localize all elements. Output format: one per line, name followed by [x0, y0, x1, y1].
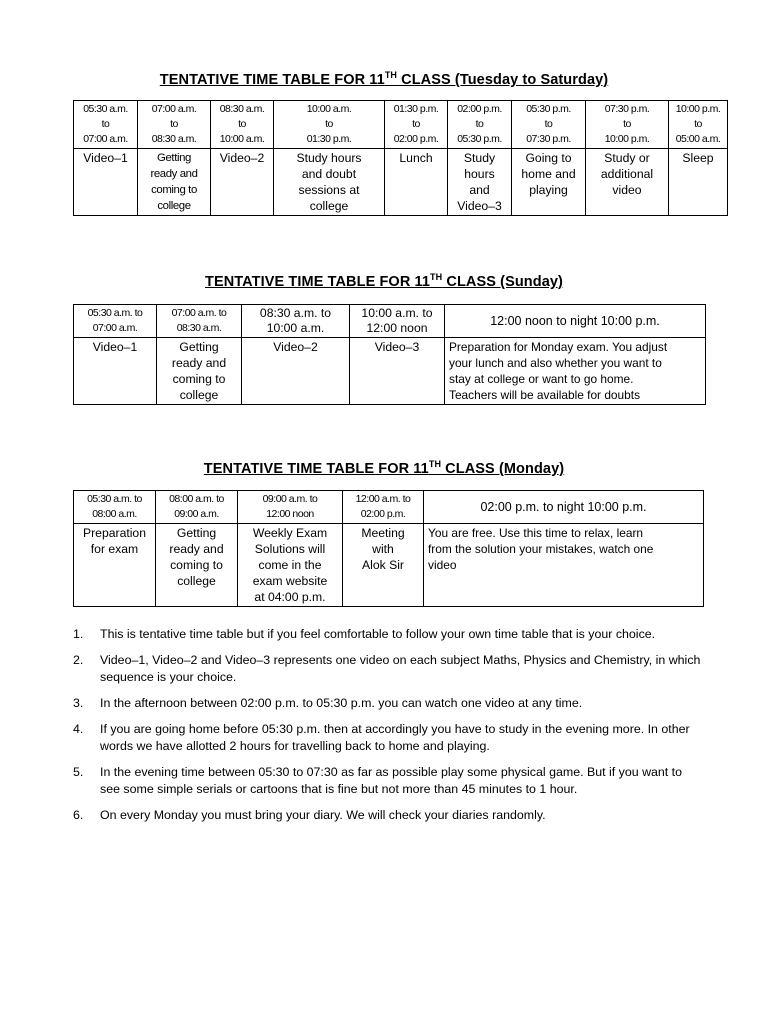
time-slot-cell: 12:00 noon to night 10:00 p.m.	[445, 305, 706, 338]
activity-cell: Preparation for Monday exam. You adjust your lunch and also whether you want to stay at college or want to go home. Teachers will be available for doubts	[445, 338, 706, 405]
time-slot-cell: 08:00 a.m. to 09:00 a.m.	[156, 491, 238, 524]
activity-cell: Going to home and playing	[512, 149, 586, 216]
time-slot-cell: 02:00 p.m. to 05:30 p.m.	[448, 101, 512, 149]
notes-list	[73, 626, 703, 833]
time-slot-cell: 05:30 a.m. to 07:00 a.m.	[74, 305, 157, 338]
activity-cell: Preparation for exam	[74, 524, 156, 607]
time-slot-cell: 10:00 p.m. to 05:00 a.m.	[669, 101, 728, 149]
note-item	[73, 807, 703, 824]
time-slot-cell: 07:00 a.m. to 08:30 a.m.	[138, 101, 211, 149]
timetable-title-weekday: TENTATIVE TIME TABLE FOR 11TH CLASS (Tuesday to Saturday)	[159, 70, 609, 88]
note-number: 4.	[73, 722, 84, 736]
activity-cell: Video–2	[242, 338, 350, 405]
note-text: In the evening time between 05:30 to 07:30 as far as possible play some physical game. But if you want to see some simple serials or cartoons that is fine but not more than 45 minutes to 1 hour.	[100, 765, 683, 796]
time-slot-cell: 01:30 p.m. to 02:00 p.m.	[385, 101, 448, 149]
time-row	[74, 101, 728, 149]
time-slot-cell: 10:00 a.m. to 01:30 p.m.	[274, 101, 385, 149]
note-number: 1.	[73, 627, 84, 641]
note-text: In the afternoon between 02:00 p.m. to 05:30 p.m. you can watch one video at any time.	[100, 696, 583, 710]
activity-cell: You are free. Use this time to relax, learn from the solution your mistakes, watch one video	[424, 524, 704, 607]
time-slot-cell: 05:30 p.m. to 07:30 p.m.	[512, 101, 586, 149]
note-item	[73, 626, 703, 643]
activity-cell: Video–3	[350, 338, 445, 405]
time-slot-cell: 05:30 a.m. to 07:00 a.m.	[74, 101, 138, 149]
activity-cell: Study or additional video	[586, 149, 669, 216]
note-item	[73, 695, 703, 712]
time-slot-cell: 09:00 a.m. to 12:00 noon	[238, 491, 343, 524]
time-slot-cell: 07:30 p.m. to 10:00 p.m.	[586, 101, 669, 149]
note-text: If you are going home before 05:30 p.m. then at accordingly you have to study in the evening more. In other words we have allotted 2 hours for travelling back to home and playing.	[100, 722, 690, 753]
time-row	[74, 491, 704, 524]
note-number: 3.	[73, 696, 84, 710]
activity-cell: Getting ready and coming to college	[156, 524, 238, 607]
activity-cell: Study hours and Video–3	[448, 149, 512, 216]
note-text: Video–1, Video–2 and Video–3 represents one video on each subject Maths, Physics and Chemistry, in which sequence is your choice.	[100, 653, 701, 684]
timetable-title-sunday: TENTATIVE TIME TABLE FOR 11TH CLASS (Sunday)	[205, 272, 563, 290]
time-row	[74, 305, 706, 338]
note-number: 6.	[73, 808, 84, 822]
note-number: 2.	[73, 653, 84, 667]
note-item	[73, 652, 703, 686]
timetable-title-monday: TENTATIVE TIME TABLE FOR 11TH CLASS (Monday)	[203, 459, 565, 477]
timetable-sunday	[73, 304, 706, 405]
activity-cell: Getting ready and coming to college	[157, 338, 242, 405]
time-slot-cell: 05:30 a.m. to 08:00 a.m.	[74, 491, 156, 524]
activity-cell: Meeting with Alok Sir	[343, 524, 424, 607]
time-slot-cell: 08:30 a.m. to 10:00 a.m.	[211, 101, 274, 149]
time-slot-cell: 12:00 a.m. to 02:00 p.m.	[343, 491, 424, 524]
activity-cell: Lunch	[385, 149, 448, 216]
timetable-weekday	[73, 100, 728, 216]
note-text: This is tentative time table but if you feel comfortable to follow your own time table that is your choice.	[100, 627, 656, 641]
activity-cell: Sleep	[669, 149, 728, 216]
activity-cell: Weekly Exam Solutions will come in the exam website at 04:00 p.m.	[238, 524, 343, 607]
time-slot-cell: 10:00 a.m. to 12:00 noon	[350, 305, 445, 338]
note-number: 5.	[73, 765, 84, 779]
time-slot-cell: 02:00 p.m. to night 10:00 p.m.	[424, 491, 704, 524]
note-item	[73, 721, 703, 755]
time-slot-cell: 07:00 a.m. to 08:30 a.m.	[157, 305, 242, 338]
activity-cell: Video–1	[74, 149, 138, 216]
note-item	[73, 764, 703, 798]
activity-row	[74, 524, 704, 607]
activity-cell: Getting ready and coming to college	[138, 149, 211, 216]
activity-cell: Video–1	[74, 338, 157, 405]
activity-row	[74, 338, 706, 405]
activity-cell: Study hours and doubt sessions at college	[274, 149, 385, 216]
activity-cell: Video–2	[211, 149, 274, 216]
timetable-monday	[73, 490, 704, 607]
note-text: On every Monday you must bring your diary. We will check your diaries randomly.	[100, 808, 546, 822]
time-slot-cell: 08:30 a.m. to 10:00 a.m.	[242, 305, 350, 338]
activity-row	[74, 149, 728, 216]
